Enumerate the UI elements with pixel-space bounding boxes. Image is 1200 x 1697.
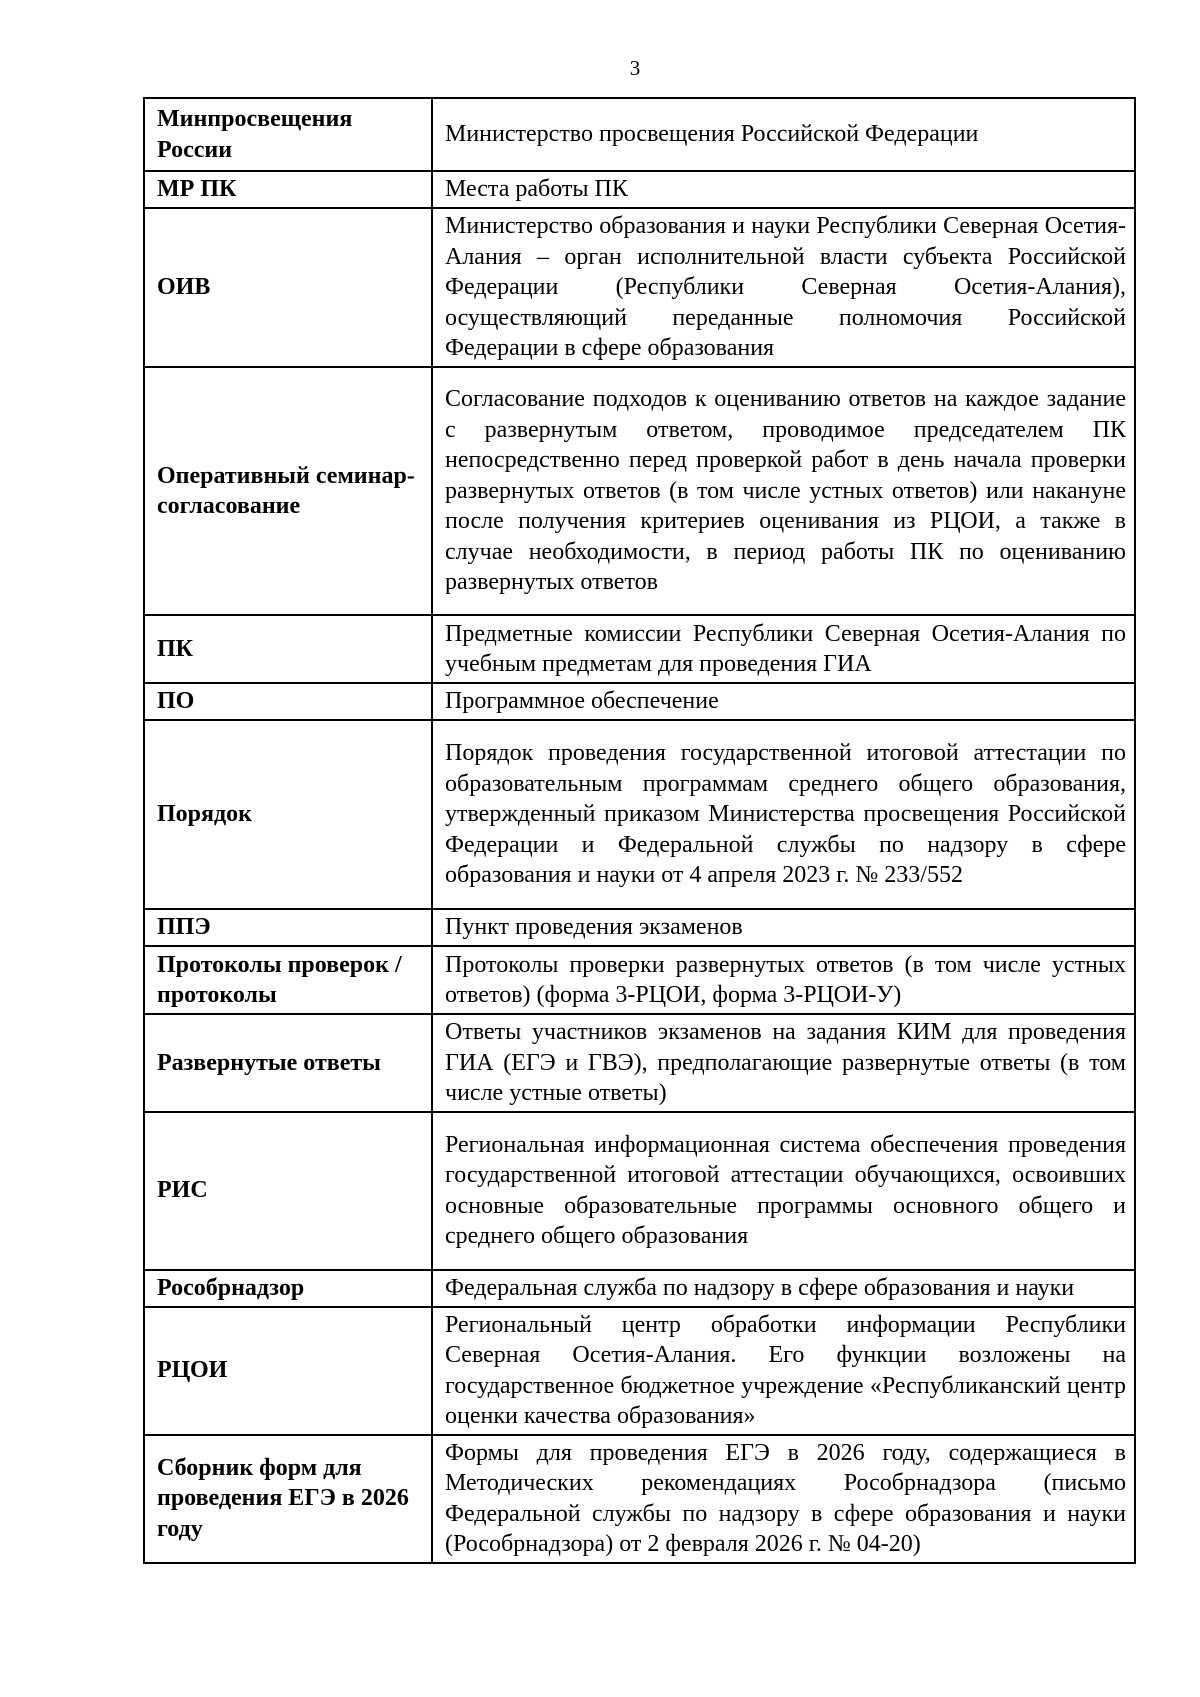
term-cell: Развернутые ответы [144, 1014, 432, 1112]
table-row [144, 98, 1135, 171]
table-row [144, 909, 1135, 946]
term-cell: Порядок [144, 720, 432, 909]
term-cell: Протоколы проверок / протоколы [144, 946, 432, 1014]
term-cell: Рособрнадзор [144, 1270, 432, 1307]
definition-cell: Формы для проведения ЕГЭ в 2026 году, содержащиеся в Методических рекомендациях Рособрнадзора (письмо Федеральной службы по надзору в сфере образования и науки (Рособрнадзора) от 2 февраля 2026 г. № 04-20) [432, 1435, 1135, 1563]
abbreviations-table [143, 97, 1136, 1564]
term-cell: ПО [144, 683, 432, 720]
definition-cell: Пункт проведения экзаменов [432, 909, 1135, 946]
definition-cell: Министерство просвещения Российской Федерации [432, 98, 1135, 171]
term-cell: МР ПК [144, 171, 432, 208]
definition-cell: Министерство образования и науки Республики Северная Осетия-Алания – орган исполнительной власти субъекта Российской Федерации (Республики Северная Осетия-Алания), осуществляющий переданные полномочия Российской Федерации в сфере образования [432, 208, 1135, 367]
table-row [144, 615, 1135, 683]
table-row [144, 946, 1135, 1014]
definition-cell: Ответы участников экзаменов на задания КИМ для проведения ГИА (ЕГЭ и ГВЭ), предполагающие развернутые ответы (в том числе устные ответы) [432, 1014, 1135, 1112]
definition-cell: Места работы ПК [432, 171, 1135, 208]
term-cell: Сборник форм для проведения ЕГЭ в 2026 году [144, 1435, 432, 1563]
table-row [144, 367, 1135, 615]
definition-cell: Региональный центр обработки информации Республики Северная Осетия-Алания. Его функции возложены на государственное бюджетное учреждение «Республиканский центр оценки качества образования» [432, 1307, 1135, 1435]
table-row [144, 1435, 1135, 1563]
table-row [144, 683, 1135, 720]
table-row [144, 171, 1135, 208]
term-cell: РЦОИ [144, 1307, 432, 1435]
table-row [144, 1014, 1135, 1112]
table-row [144, 1270, 1135, 1307]
term-cell: РИС [144, 1112, 432, 1270]
term-cell: Оперативный семинар-согласование [144, 367, 432, 615]
term-cell: ОИВ [144, 208, 432, 367]
table-row [144, 720, 1135, 909]
term-cell: ПК [144, 615, 432, 683]
table-row [144, 208, 1135, 367]
definition-cell: Федеральная служба по надзору в сфере образования и науки [432, 1270, 1135, 1307]
definition-cell: Согласование подходов к оцениванию ответов на каждое задание с развернутым ответом, проводимое председателем ПК непосредственно перед проверкой работ в день начала проверки развернутых ответов (в том числе устных ответов) или накануне после получения критериев оценивания из РЦОИ, а также в случае необходимости, в период работы ПК по оцениванию развернутых ответов [432, 367, 1135, 615]
definition-cell: Региональная информационная система обеспечения проведения государственной итоговой аттестации обучающихся, освоивших основные образовательные программы основного общего и среднего общего образования [432, 1112, 1135, 1270]
definition-cell: Предметные комиссии Республики Северная Осетия-Алания по учебным предметам для проведения ГИА [432, 615, 1135, 683]
definition-cell: Порядок проведения государственной итоговой аттестации по образовательным программам среднего общего образования, утвержденный приказом Министерства просвещения Российской Федерации и Федеральной службы по надзору в сфере образования и науки от 4 апреля 2023 г. № 233/552 [432, 720, 1135, 909]
term-cell: Минпросвещения России [144, 98, 432, 171]
definition-cell: Программное обеспечение [432, 683, 1135, 720]
table-row [144, 1112, 1135, 1270]
definition-cell: Протоколы проверки развернутых ответов (в том числе устных ответов) (форма 3-РЦОИ, форма 3-РЦОИ-У) [432, 946, 1135, 1014]
term-cell: ППЭ [144, 909, 432, 946]
table-row [144, 1307, 1135, 1435]
page-number: 3 [629, 56, 641, 80]
